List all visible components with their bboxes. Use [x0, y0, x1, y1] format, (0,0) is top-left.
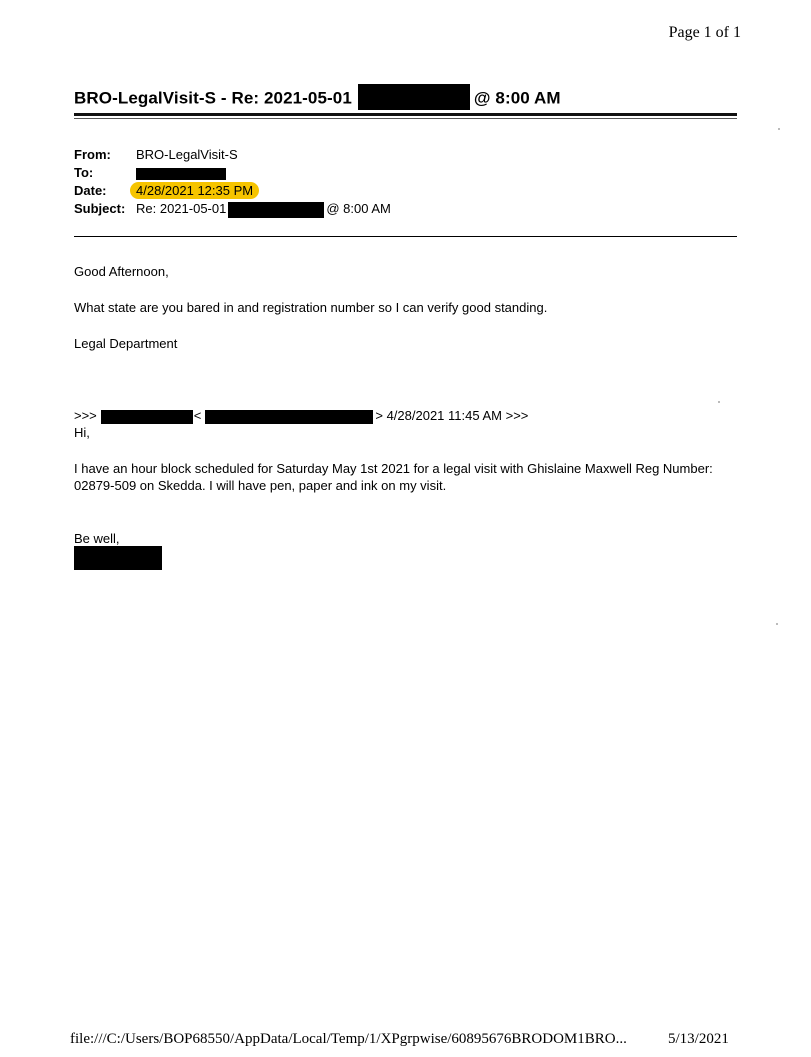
subject-label: Subject: — [74, 201, 126, 216]
quote-timestamp: > 4/28/2021 11:45 AM >>> — [375, 408, 529, 423]
title-prefix: BRO-LegalVisit-S - Re: 2021-05-01 — [74, 88, 352, 108]
title-divider — [74, 113, 737, 116]
date-label: Date: — [74, 183, 107, 198]
scan-speck — [776, 623, 778, 625]
quoted-paragraph: I have an hour block scheduled for Saturday May 1st 2021 for a legal visit with Ghislaine Maxwell Reg Number: 02879-509 on Skedda. I will have pen, paper and ink on my visit. — [74, 461, 713, 493]
title-divider-thin — [74, 118, 737, 119]
print-footer — [70, 1031, 729, 1048]
to-row — [74, 164, 391, 182]
quote-lt: < — [193, 408, 202, 423]
from-value: BRO-LegalVisit-S — [136, 147, 238, 162]
sender-name-redaction — [101, 410, 193, 424]
from-row — [74, 146, 391, 164]
date-value-highlighted: 4/28/2021 12:35 PM — [130, 182, 259, 199]
subject-prefix: Re: 2021-05-01 — [136, 201, 227, 216]
title-redaction — [358, 84, 470, 110]
date-row — [74, 182, 391, 200]
title-suffix: @ 8:00 AM — [473, 88, 561, 108]
quote-marker: >>> — [74, 408, 97, 423]
quoted-header — [74, 407, 744, 424]
scan-speck — [778, 128, 780, 130]
header-divider — [74, 236, 737, 237]
to-redaction — [136, 168, 226, 180]
footer-date: 5/13/2021 — [668, 1031, 729, 1047]
quoted-closing: Be well, — [74, 531, 120, 546]
reply-signature: Legal Department — [74, 336, 178, 351]
from-label: From: — [74, 147, 111, 162]
subject-suffix: @ 8:00 AM — [326, 201, 391, 216]
email-header — [74, 146, 391, 218]
scan-speck — [718, 401, 720, 403]
signature-redaction — [74, 546, 162, 570]
reply-greeting: Good Afternoon, — [74, 264, 169, 279]
subject-redaction — [228, 202, 324, 218]
to-label: To: — [74, 165, 94, 180]
reply-question: What state are you bared in and registration number so I can verify good standing. — [74, 300, 548, 315]
quoted-greeting: Hi, — [74, 425, 90, 440]
page-number: Page 1 of 1 — [668, 24, 741, 41]
email-title — [74, 86, 561, 112]
sender-email-redaction — [205, 410, 373, 424]
footer-path: file:///C:/Users/BOP68550/AppData/Local/Temp/1/XPgrpwise/60895676BRODOM1BRO... — [70, 1031, 627, 1047]
subject-row — [74, 200, 391, 218]
